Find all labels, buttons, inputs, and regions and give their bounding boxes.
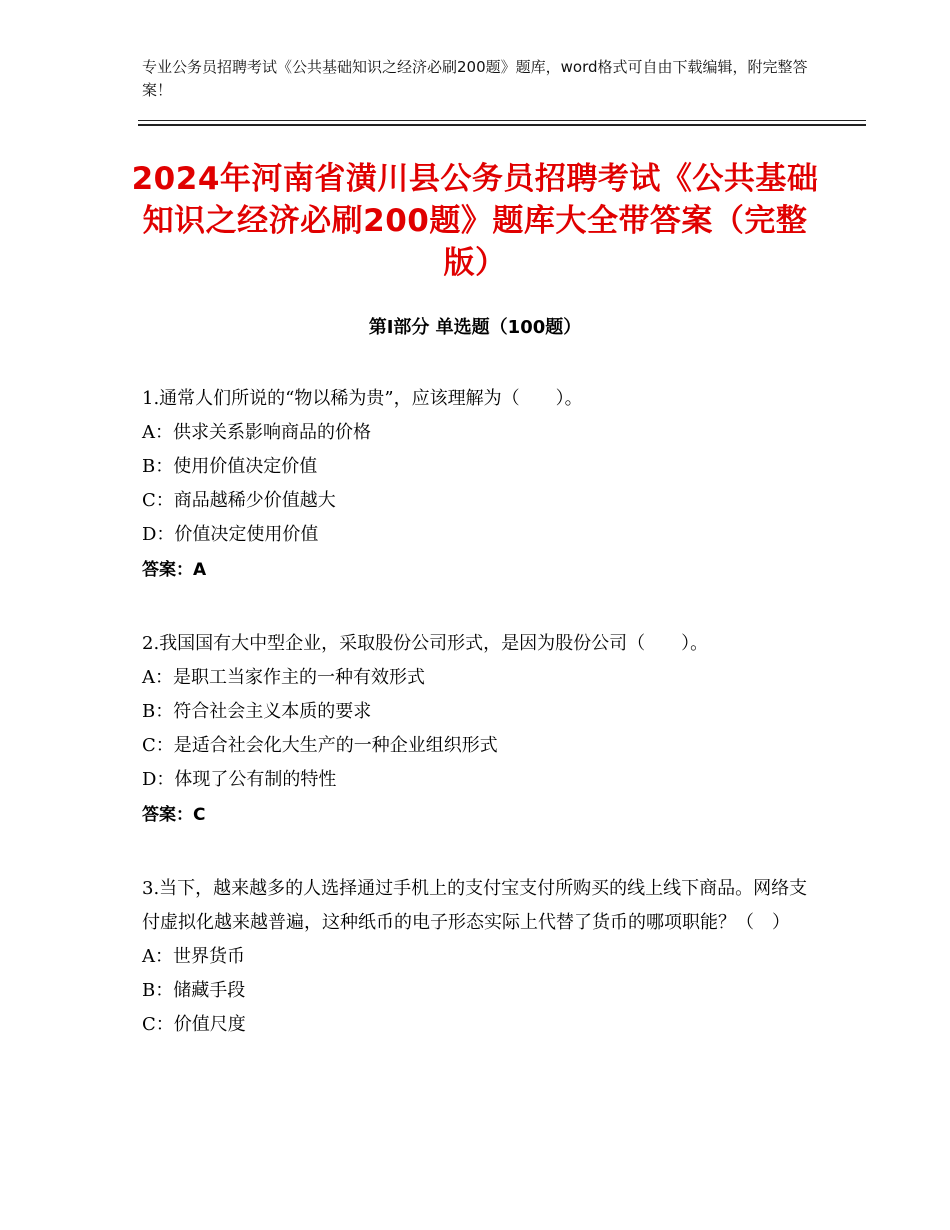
option-a: A：供求关系影响商品的价格 bbox=[142, 422, 371, 443]
question-stem: 1.通常人们所说的“物以稀为贵”，应该理解为（ ）。 bbox=[142, 388, 583, 409]
header-divider-thin bbox=[138, 120, 866, 121]
option-c: C：商品越稀少价值越大 bbox=[142, 490, 336, 511]
option-b: B：使用价值决定价值 bbox=[142, 456, 318, 477]
question-stem: 3.当下，越来越多的人选择通过手机上的支付宝支付所购买的线上线下商品。网络支付虚拟化越来越普遍，这种纸币的电子形态实际上代替了货币的哪项职能？（ ） bbox=[142, 878, 808, 933]
question-3 bbox=[142, 872, 822, 1042]
option-d: D：价值决定使用价值 bbox=[142, 524, 319, 545]
header-note: 专业公务员招聘考试《公共基础知识之经济必刷200题》题库，word格式可自由下载编辑，附完整答案！ bbox=[142, 58, 808, 99]
question-list bbox=[142, 382, 822, 1081]
option-c: C：价值尺度 bbox=[142, 1014, 246, 1035]
document-title: 2024年河南省潢川县公务员招聘考试《公共基础知识之经济必刷200题》题库大全带答案（完整版） bbox=[131, 161, 819, 281]
option-d: D：体现了公有制的特性 bbox=[142, 769, 337, 790]
section-title: 第I部分 单选题（100题） bbox=[368, 317, 582, 338]
question-stem: 2.我国国有大中型企业，采取股份公司形式，是因为股份公司（ ）。 bbox=[142, 633, 709, 654]
answer-label: 答案：C bbox=[142, 805, 206, 825]
question-2 bbox=[142, 627, 822, 833]
option-a: A：是职工当家作主的一种有效形式 bbox=[142, 667, 425, 688]
answer-label: 答案：A bbox=[142, 560, 207, 580]
option-b: B：符合社会主义本质的要求 bbox=[142, 701, 372, 722]
option-b: B：储藏手段 bbox=[142, 980, 246, 1001]
question-1 bbox=[142, 382, 822, 588]
option-c: C：是适合社会化大生产的一种企业组织形式 bbox=[142, 735, 498, 756]
option-a: A：世界货币 bbox=[142, 946, 245, 967]
header-divider-thick bbox=[138, 124, 866, 126]
